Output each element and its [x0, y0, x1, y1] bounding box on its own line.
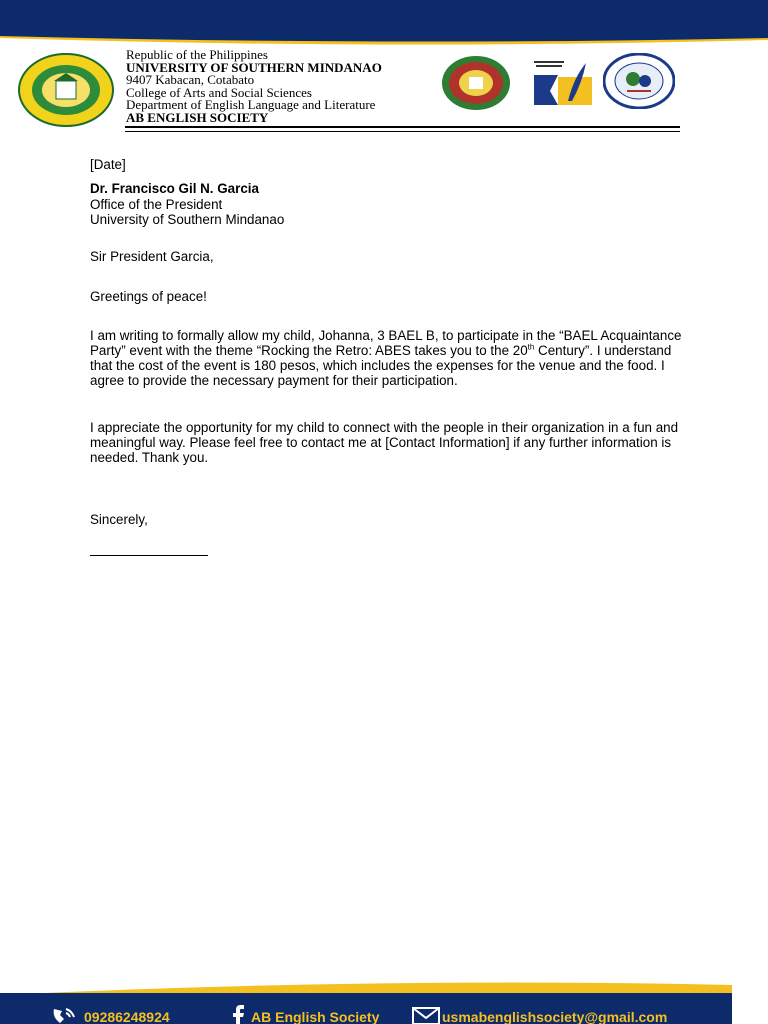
header-college: College of Arts and Social Sciences [126, 84, 312, 100]
mail-icon [412, 1007, 440, 1024]
usm-seal-logo [18, 53, 114, 127]
college-seal-logo [441, 55, 511, 111]
closing: Sincerely, [90, 512, 148, 527]
recipient-organization: University of Southern Mindanao [90, 212, 285, 227]
phone-icon [50, 1005, 78, 1024]
letter-date: [Date] [90, 157, 126, 172]
footer-email: usmabenglishsociety@gmail.com [442, 1009, 668, 1024]
body-paragraph-1 [90, 328, 690, 388]
letterhead-text [126, 49, 382, 125]
top-banner [0, 0, 768, 38]
footer-banner [0, 993, 732, 1024]
footer-facebook: AB English Society [251, 1009, 380, 1024]
ordinal-suffix: th [527, 342, 535, 352]
header-society: AB ENGLISH SOCIETY [126, 109, 269, 125]
footer-phone: 09286248924 [84, 1009, 170, 1024]
header-rule [125, 126, 680, 128]
signature-line [90, 555, 208, 556]
header-address: 9407 Kabacan, Cotabato [126, 72, 255, 88]
ab-english-logo [603, 53, 675, 109]
body-paragraph-1-part-b: Century”. I understand that the cost of the event is 180 pesos, which includes the expenses for the venue and the food. I agree to provide the necessary payment for their participation. [90, 343, 672, 388]
header-rule-thin [125, 131, 680, 132]
greeting: Greetings of peace! [90, 289, 207, 304]
body-paragraph-2: I appreciate the opportunity for my child to connect with the people in their organization in a fun and meaningful way. Please feel free to contact me at [Contact Information] if any further information is needed. Thank you. [90, 420, 679, 465]
top-gold-stripe [0, 36, 768, 50]
recipient-office: Office of the President [90, 197, 223, 212]
body-paragraph-1-part-a: I am writing to formally allow my child, Johanna, 3 BAEL B, to participate in the “BAEL Acquaintance Party” event with the theme “Rocking the Retro: ABES takes you to the 20 [90, 328, 682, 358]
header-republic: Republic of the Philippines [126, 47, 268, 62]
dept-english-logo [528, 57, 594, 107]
facebook-icon [231, 1005, 247, 1024]
salutation: Sir President Garcia, [90, 249, 214, 264]
header-university: UNIVERSITY OF SOUTHERN MINDANAO [126, 59, 382, 75]
header-department: Department of English Language and Literature [126, 97, 376, 113]
recipient-name: Dr. Francisco Gil N. Garcia [90, 181, 259, 196]
